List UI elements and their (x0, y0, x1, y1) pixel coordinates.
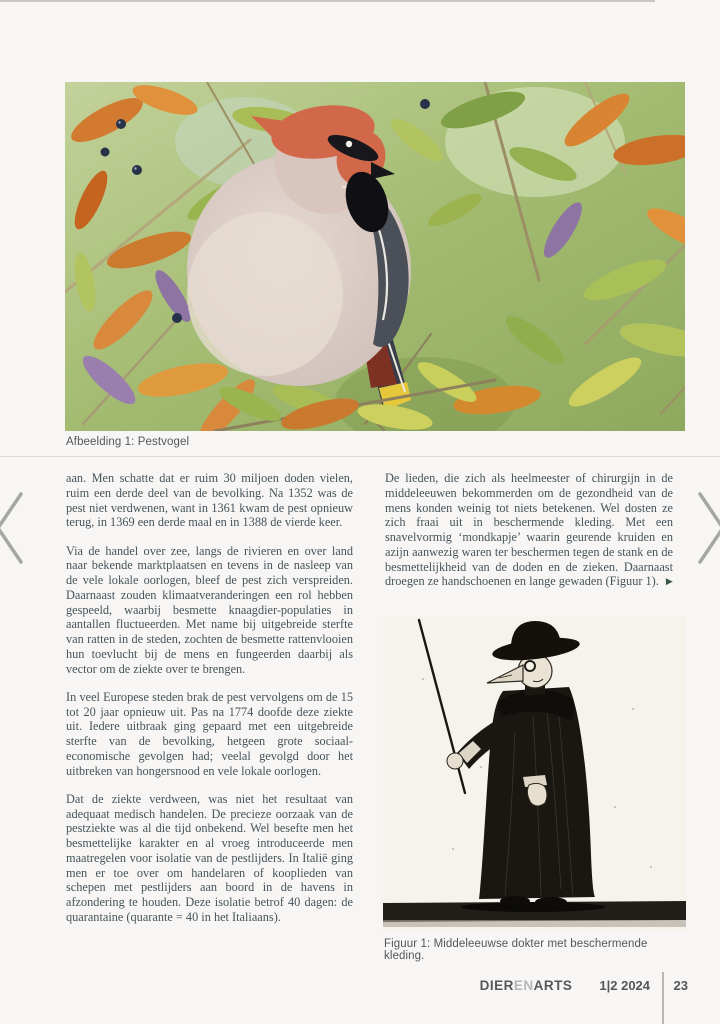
waxwing-photo-art (65, 82, 685, 431)
body-paragraph-text: De lieden, die zich als heelmeester of chirurgijn in de middeleeuwen bekommerden om de gezondheid van de mens konden weinig tot niets betekenen. Wel dosten ze zich fraai uit in beschermende kleding. Met een snavelvormig ‘mondkapje’ waarin geurende kruiden en azijn aanwezig waren ter beschermen tegen de stank en de besmettelijkheid van de doden en de zieken. Daarnaast droegen ze handschoenen en lange gewaden (Figuur 1). (385, 471, 673, 589)
brand-part-arts: ARTS (533, 978, 573, 993)
right-column (385, 471, 673, 605)
left-column (66, 471, 353, 938)
mid-rule (0, 456, 720, 457)
top-rule (0, 0, 655, 2)
body-paragraph: aan. Men schatte dat er ruim 30 miljoen doden vielen, ruim een derde deel van de bevolking. Na 1352 was de pest niet verdwenen, want in 1361 kwam de pest opnieuw terug, in 1369 een derde maal en in 1388 de vierde keer. (66, 471, 353, 530)
issue-label: 1|2 2024 (599, 978, 651, 993)
plague-doctor-art (383, 617, 686, 932)
article-continues-icon: ▶ (665, 577, 673, 588)
plague-doctor-figure (383, 617, 686, 932)
prev-page-chevron-icon[interactable] (0, 486, 27, 570)
image-caption: Afbeelding 1: Pestvogel (66, 436, 190, 448)
page-number: 23 (673, 978, 688, 993)
figure-caption: Figuur 1: Middeleeuwse dokter met beschermende kleding. (384, 938, 648, 962)
body-paragraph: Dat de ziekte verdween, was niet het resultaat van adequaat medisch handelen. De precieze oorzaak van de pestziekte was al die tijd onbekend. Wel besefte men het besmettelijke karakter en al vroeg introduceerde men maatregelen voor isolatie van de pestlijders. In Italië ging men er toe over om handelaren of kooplieden van schepen met pestlijders aan boord in de havens in afzondering te houden. Deze isolatie betrof 40 dagen: de quarantaine (quarante = 40 in het Italiaans). (66, 791, 353, 924)
brand-part-dier: DIER (479, 978, 514, 993)
brand-logo (480, 978, 573, 993)
page-footer (480, 972, 688, 1024)
body-paragraph (385, 471, 673, 591)
waxwing-photo (65, 82, 685, 431)
next-page-chevron-icon[interactable] (694, 486, 720, 570)
body-paragraph: Via de handel over zee, langs de rivieren en over land naar bekende marktplaatsen en tevens in de nasleep van de vele lokale oorlogen, bleef de pest zich verspreiden. Daarnaast zouden klimaatveranderingen een rol hebben gespeeld, waarbij besmette knaagdier-populaties in aantallen fluctueerden. Met name bij uitgebreide sterfte van ratten in de steden, zochten de besmette rattenvlooien hun toevlucht bij de mens en fungeerden daarbij als vector om de ziekte over te brengen. (66, 543, 353, 676)
brand-part-en: EN (513, 978, 534, 993)
footer-divider (662, 972, 664, 1024)
body-paragraph: In veel Europese steden brak de pest vervolgens om de 15 tot 20 jaar opnieuw uit. Pas na 1774 doofde deze ziekte uit. Iedere uitbraak ging gepaard met een uitgebreide sterfte van de bevolking, hetgeen grote sociaal-economische gevolgen had; veelal gevolgd door het uitbreken van hongersnood en vele lokale oorlogen. (66, 689, 353, 778)
